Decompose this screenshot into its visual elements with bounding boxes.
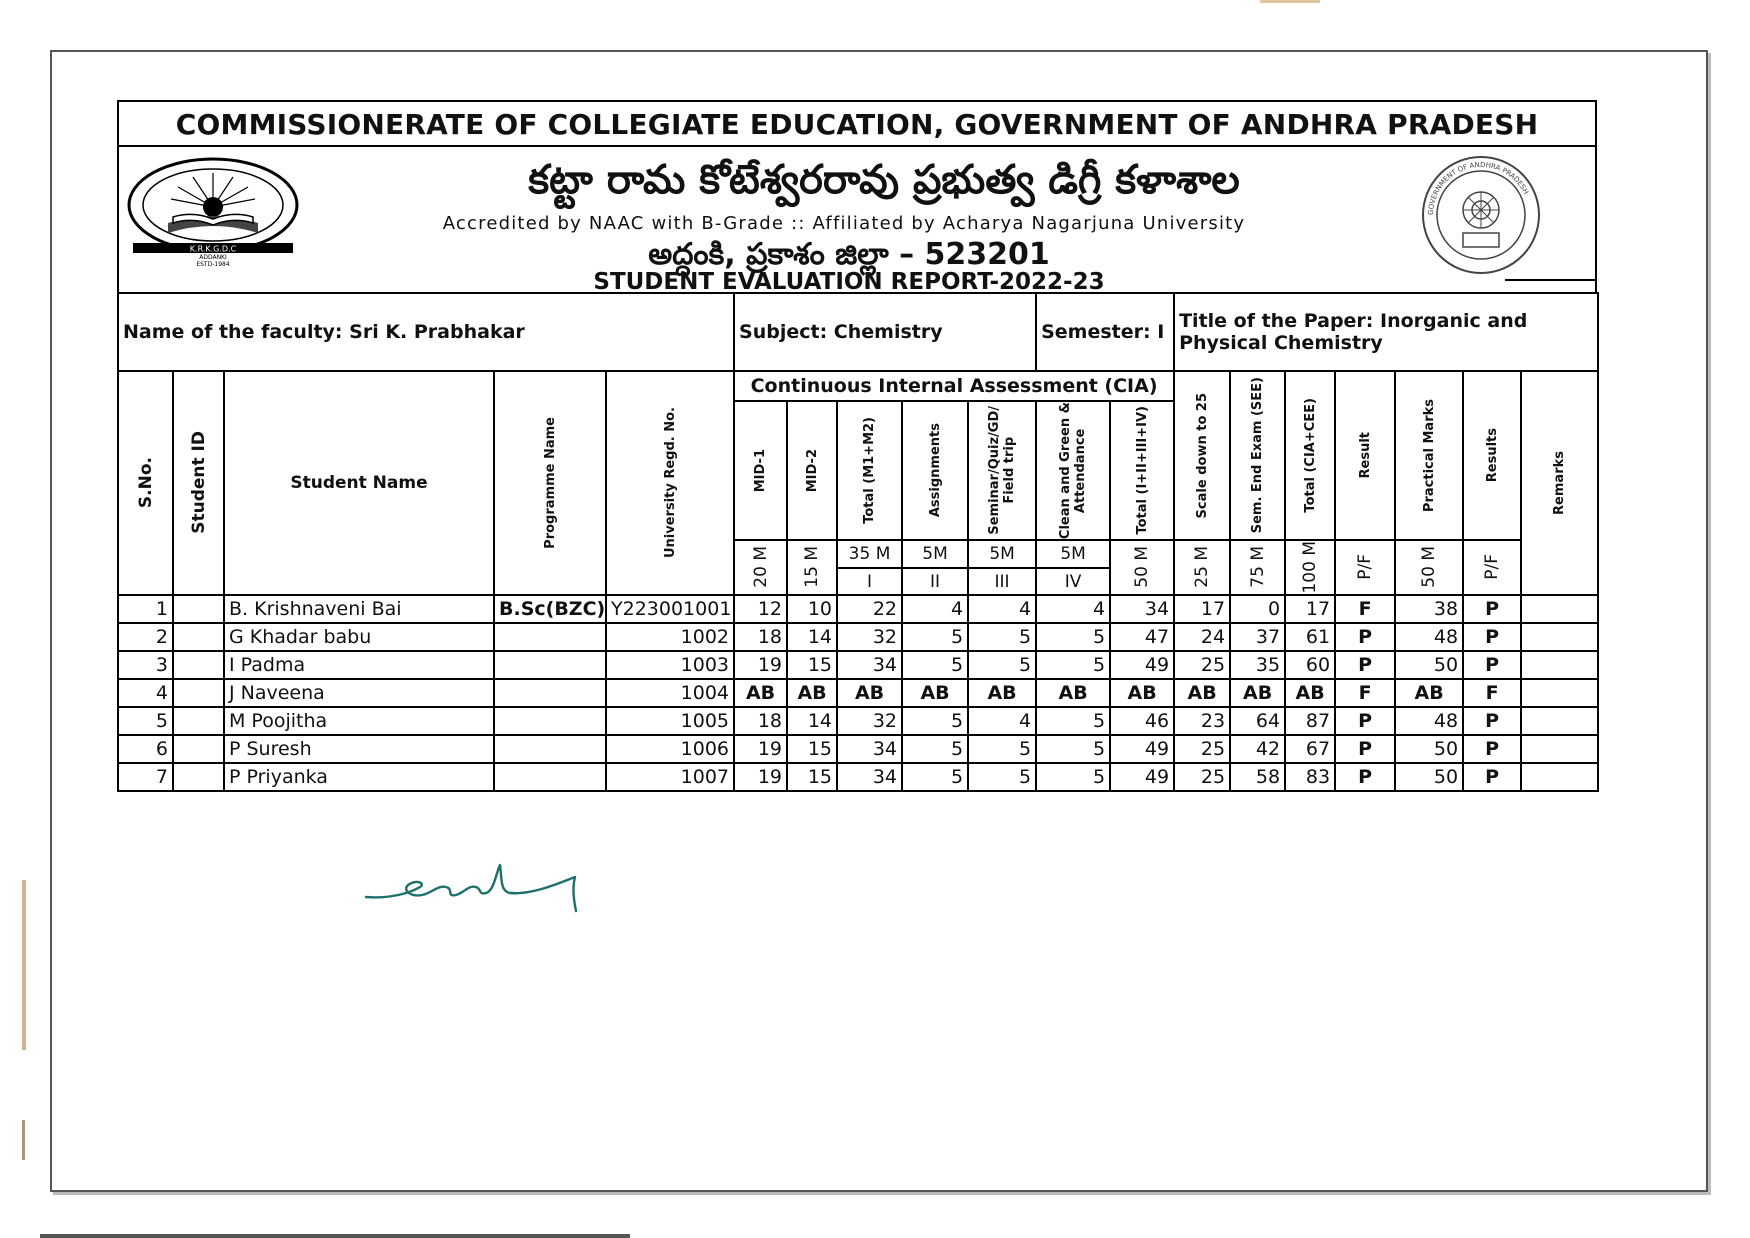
- table-row: [118, 735, 1598, 763]
- roman-iii: III: [968, 568, 1036, 594]
- cell-practical: 48: [1395, 707, 1463, 735]
- cell-sno: 1: [118, 595, 173, 623]
- cell-total-cia: 34: [1110, 595, 1174, 623]
- cell-clean: 5: [1036, 623, 1110, 651]
- evaluation-table: [117, 292, 1599, 792]
- cell-clean: 5: [1036, 651, 1110, 679]
- faculty-signature-icon: [360, 855, 600, 915]
- max-mid1: 20 M: [734, 540, 787, 595]
- cell-student-name: J Naveena: [224, 679, 494, 707]
- cell-see: 64: [1230, 707, 1285, 735]
- paper-title: [1174, 293, 1598, 371]
- cell-total-m: 34: [837, 763, 902, 791]
- header-box: [117, 100, 1597, 295]
- max-total: 100 M: [1285, 540, 1335, 595]
- cell-total-m: 32: [837, 707, 902, 735]
- max-mid2: 15 M: [787, 540, 837, 595]
- logo-text-town: ADDANKI: [199, 254, 227, 261]
- semester: Semester: I: [1036, 293, 1174, 371]
- max-clean: 5M: [1036, 540, 1110, 568]
- max-total-m: 35 M: [837, 540, 902, 568]
- cell-programme: [494, 651, 606, 679]
- cell-remarks: [1521, 651, 1598, 679]
- cell-results: P: [1463, 707, 1521, 735]
- cell-seminar: 5: [968, 623, 1036, 651]
- student-rows: [118, 595, 1598, 791]
- cell-mid2: 15: [787, 735, 837, 763]
- cell-student-id: [173, 707, 224, 735]
- cell-total: 61: [1285, 623, 1335, 651]
- cell-total: 60: [1285, 651, 1335, 679]
- cell-result: P: [1335, 707, 1395, 735]
- cell-remarks: [1521, 763, 1598, 791]
- cell-assignments: 4: [902, 595, 968, 623]
- cell-see: 42: [1230, 735, 1285, 763]
- cell-regd: 1005: [606, 707, 734, 735]
- scan-edge-top: [1260, 0, 1320, 3]
- cell-see: AB: [1230, 679, 1285, 707]
- cell-total-m: AB: [837, 679, 902, 707]
- paper-title-line1: Title of the Paper: Inorganic and: [1179, 310, 1528, 332]
- cell-student-id: [173, 735, 224, 763]
- cell-mid1: 19: [734, 763, 787, 791]
- cell-regd: 1006: [606, 735, 734, 763]
- scan-edge-left: [22, 880, 26, 1050]
- col-seminar: Seminar/Quiz/GD/ Field trip: [968, 401, 1036, 540]
- cell-mid2: 15: [787, 651, 837, 679]
- cell-results: P: [1463, 651, 1521, 679]
- cell-mid1: 19: [734, 735, 787, 763]
- accreditation-line: Accredited by NAAC with B-Grade :: Affiliated by Acharya Nagarjuna University: [442, 213, 1246, 234]
- cell-seminar: 5: [968, 651, 1036, 679]
- cell-scale: 25: [1174, 763, 1230, 791]
- subject: Subject: Chemistry: [734, 293, 1036, 371]
- col-remarks: Remarks: [1521, 371, 1598, 595]
- report-title: STUDENT EVALUATION REPORT-2022-23: [593, 269, 1105, 295]
- cell-total-m: 32: [837, 623, 902, 651]
- cell-student-name: I Padma: [224, 651, 494, 679]
- cell-see: 58: [1230, 763, 1285, 791]
- col-see: Sem. End Exam (SEE): [1230, 371, 1285, 540]
- cell-scale: 23: [1174, 707, 1230, 735]
- cell-results: P: [1463, 735, 1521, 763]
- cell-remarks: [1521, 623, 1598, 651]
- cell-regd: 1002: [606, 623, 734, 651]
- max-assignments: 5M: [902, 540, 968, 568]
- roman-iv: IV: [1036, 568, 1110, 594]
- cell-practical: 50: [1395, 651, 1463, 679]
- cell-mid2: 15: [787, 763, 837, 791]
- col-total-cia: Total (I+II+III+IV): [1110, 401, 1174, 540]
- cell-student-name: P Priyanka: [224, 763, 494, 791]
- cell-student-name: M Poojitha: [224, 707, 494, 735]
- cell-seminar: 4: [968, 595, 1036, 623]
- col-total-m: Total (M1+M2): [837, 401, 902, 540]
- cell-clean: 5: [1036, 763, 1110, 791]
- cell-student-id: [173, 623, 224, 651]
- cell-see: 37: [1230, 623, 1285, 651]
- roman-i: I: [837, 568, 902, 594]
- cell-clean: 4: [1036, 595, 1110, 623]
- cell-programme: [494, 735, 606, 763]
- cell-programme: [494, 679, 606, 707]
- cell-clean: 5: [1036, 735, 1110, 763]
- cell-remarks: [1521, 707, 1598, 735]
- cell-mid2: 10: [787, 595, 837, 623]
- scan-edge-left-lower: [22, 1120, 25, 1160]
- cell-sno: 2: [118, 623, 173, 651]
- max-practical: 50 M: [1395, 540, 1463, 595]
- college-logo-icon: [123, 157, 303, 267]
- cell-results: P: [1463, 623, 1521, 651]
- col-assignments: Assignments: [902, 401, 968, 540]
- max-see: 75 M: [1230, 540, 1285, 595]
- cell-remarks: [1521, 679, 1598, 707]
- cell-mid2: 14: [787, 707, 837, 735]
- cell-total: AB: [1285, 679, 1335, 707]
- logo-text-estd: ESTD-1984: [196, 261, 230, 267]
- cell-clean: AB: [1036, 679, 1110, 707]
- cell-total: 17: [1285, 595, 1335, 623]
- cell-total-cia: AB: [1110, 679, 1174, 707]
- cell-result: P: [1335, 623, 1395, 651]
- cell-student-id: [173, 651, 224, 679]
- cell-total-cia: 49: [1110, 735, 1174, 763]
- cell-regd: 1003: [606, 651, 734, 679]
- cell-assignments: AB: [902, 679, 968, 707]
- cell-scale: AB: [1174, 679, 1230, 707]
- cell-programme: [494, 763, 606, 791]
- cell-programme: B.Sc(BZC): [494, 595, 606, 623]
- government-seal-icon: [1411, 155, 1551, 275]
- col-sno: S.No.: [118, 371, 173, 595]
- col-mid2: MID-2: [787, 401, 837, 540]
- cell-sno: 7: [118, 763, 173, 791]
- cell-practical: 38: [1395, 595, 1463, 623]
- cell-remarks: [1521, 595, 1598, 623]
- cell-seminar: 5: [968, 735, 1036, 763]
- cell-clean: 5: [1036, 707, 1110, 735]
- col-scale: Scale down to 25: [1174, 371, 1230, 540]
- cell-programme: [494, 623, 606, 651]
- table-row: [118, 651, 1598, 679]
- max-seminar: 5M: [968, 540, 1036, 568]
- cell-regd: 1004: [606, 679, 734, 707]
- cell-total-cia: 47: [1110, 623, 1174, 651]
- cia-group-header: Continuous Internal Assessment (CIA): [734, 371, 1174, 401]
- cell-mid1: 12: [734, 595, 787, 623]
- cell-student-id: [173, 763, 224, 791]
- table-row: [118, 623, 1598, 651]
- commissionerate-title: COMMISSIONERATE OF COLLEGIATE EDUCATION, GOVERNMENT OF ANDHRA PRADESH: [119, 102, 1595, 147]
- cell-total-m: 22: [837, 595, 902, 623]
- cell-scale: 25: [1174, 735, 1230, 763]
- col-clean-green: Clean and Green & Attendance: [1036, 401, 1110, 540]
- col-mid1: MID-1: [734, 401, 787, 540]
- cell-result: P: [1335, 735, 1395, 763]
- cell-practical: AB: [1395, 679, 1463, 707]
- college-address-telugu: అద్దంకి, ప్రకాశం జిల్లా – 523201: [648, 237, 1050, 272]
- cell-student-name: G Khadar babu: [224, 623, 494, 651]
- report-info-row: [118, 293, 1598, 371]
- cell-results: P: [1463, 763, 1521, 791]
- max-scale: 25 M: [1174, 540, 1230, 595]
- cell-mid1: AB: [734, 679, 787, 707]
- roman-ii: II: [902, 568, 968, 594]
- cell-total-cia: 49: [1110, 651, 1174, 679]
- faculty-name: Name of the faculty: Sri K. Prabhakar: [118, 293, 734, 371]
- cell-mid1: 18: [734, 707, 787, 735]
- cell-student-id: [173, 595, 224, 623]
- cell-scale: 17: [1174, 595, 1230, 623]
- col-programme: Programme Name: [494, 371, 606, 595]
- cell-assignments: 5: [902, 763, 968, 791]
- cell-practical: 50: [1395, 735, 1463, 763]
- cell-scale: 25: [1174, 651, 1230, 679]
- cell-results: F: [1463, 679, 1521, 707]
- max-results: P/F: [1463, 540, 1521, 595]
- cell-result: P: [1335, 763, 1395, 791]
- cell-see: 0: [1230, 595, 1285, 623]
- max-result: P/F: [1335, 540, 1395, 595]
- table-row: [118, 595, 1598, 623]
- col-practical: Practical Marks: [1395, 371, 1463, 540]
- cell-mid2: AB: [787, 679, 837, 707]
- cell-seminar: 4: [968, 707, 1036, 735]
- header-right-rule: [1505, 279, 1595, 281]
- cell-programme: [494, 707, 606, 735]
- cell-total-m: 34: [837, 651, 902, 679]
- cell-practical: 50: [1395, 763, 1463, 791]
- college-header: [119, 147, 1595, 295]
- cell-result: F: [1335, 679, 1395, 707]
- col-student-name: Student Name: [224, 371, 494, 595]
- paper-title-line2: Physical Chemistry: [1179, 332, 1383, 354]
- cell-seminar: 5: [968, 763, 1036, 791]
- table-row: [118, 763, 1598, 791]
- college-name-telugu: కట్టా రామ కోటేశ్వరరావు ప్రభుత్వ డిగ్రీ కళాశాల: [528, 157, 1240, 203]
- cell-regd: 1007: [606, 763, 734, 791]
- scan-edge-bottom: [40, 1234, 630, 1238]
- max-total-cia: 50 M: [1110, 540, 1174, 595]
- cell-mid2: 14: [787, 623, 837, 651]
- cell-assignments: 5: [902, 735, 968, 763]
- header-row-1: [118, 371, 1598, 401]
- table-row: [118, 679, 1598, 707]
- evaluation-sheet: [117, 100, 1597, 792]
- col-result: Result: [1335, 371, 1395, 540]
- cell-mid1: 18: [734, 623, 787, 651]
- cell-result: P: [1335, 651, 1395, 679]
- cell-sno: 4: [118, 679, 173, 707]
- cell-practical: 48: [1395, 623, 1463, 651]
- cell-sno: 3: [118, 651, 173, 679]
- cell-regd: Y223001001: [606, 595, 734, 623]
- cell-seminar: AB: [968, 679, 1036, 707]
- cell-total-m: 34: [837, 735, 902, 763]
- table-row: [118, 707, 1598, 735]
- cell-remarks: [1521, 735, 1598, 763]
- cell-sno: 6: [118, 735, 173, 763]
- cell-assignments: 5: [902, 623, 968, 651]
- cell-results: P: [1463, 595, 1521, 623]
- cell-mid1: 19: [734, 651, 787, 679]
- col-regd: University Regd. No.: [606, 371, 734, 595]
- cell-scale: 24: [1174, 623, 1230, 651]
- cell-sno: 5: [118, 707, 173, 735]
- cell-assignments: 5: [902, 707, 968, 735]
- col-results: Results: [1463, 371, 1521, 540]
- cell-total-cia: 49: [1110, 763, 1174, 791]
- cell-student-name: P Suresh: [224, 735, 494, 763]
- cell-see: 35: [1230, 651, 1285, 679]
- cell-student-id: [173, 679, 224, 707]
- cell-total-cia: 46: [1110, 707, 1174, 735]
- cell-result: F: [1335, 595, 1395, 623]
- seal-text: GOVERNMENT OF ANDHRA PRADESH: [1426, 160, 1530, 216]
- cell-total: 83: [1285, 763, 1335, 791]
- cell-student-name: B. Krishnaveni Bai: [224, 595, 494, 623]
- col-student-id: Student ID: [173, 371, 224, 595]
- cell-assignments: 5: [902, 651, 968, 679]
- col-total: Total (CIA+CEE): [1285, 371, 1335, 540]
- cell-total: 67: [1285, 735, 1335, 763]
- logo-text-college: K.R.K.G.D.C: [189, 244, 237, 254]
- cell-total: 87: [1285, 707, 1335, 735]
